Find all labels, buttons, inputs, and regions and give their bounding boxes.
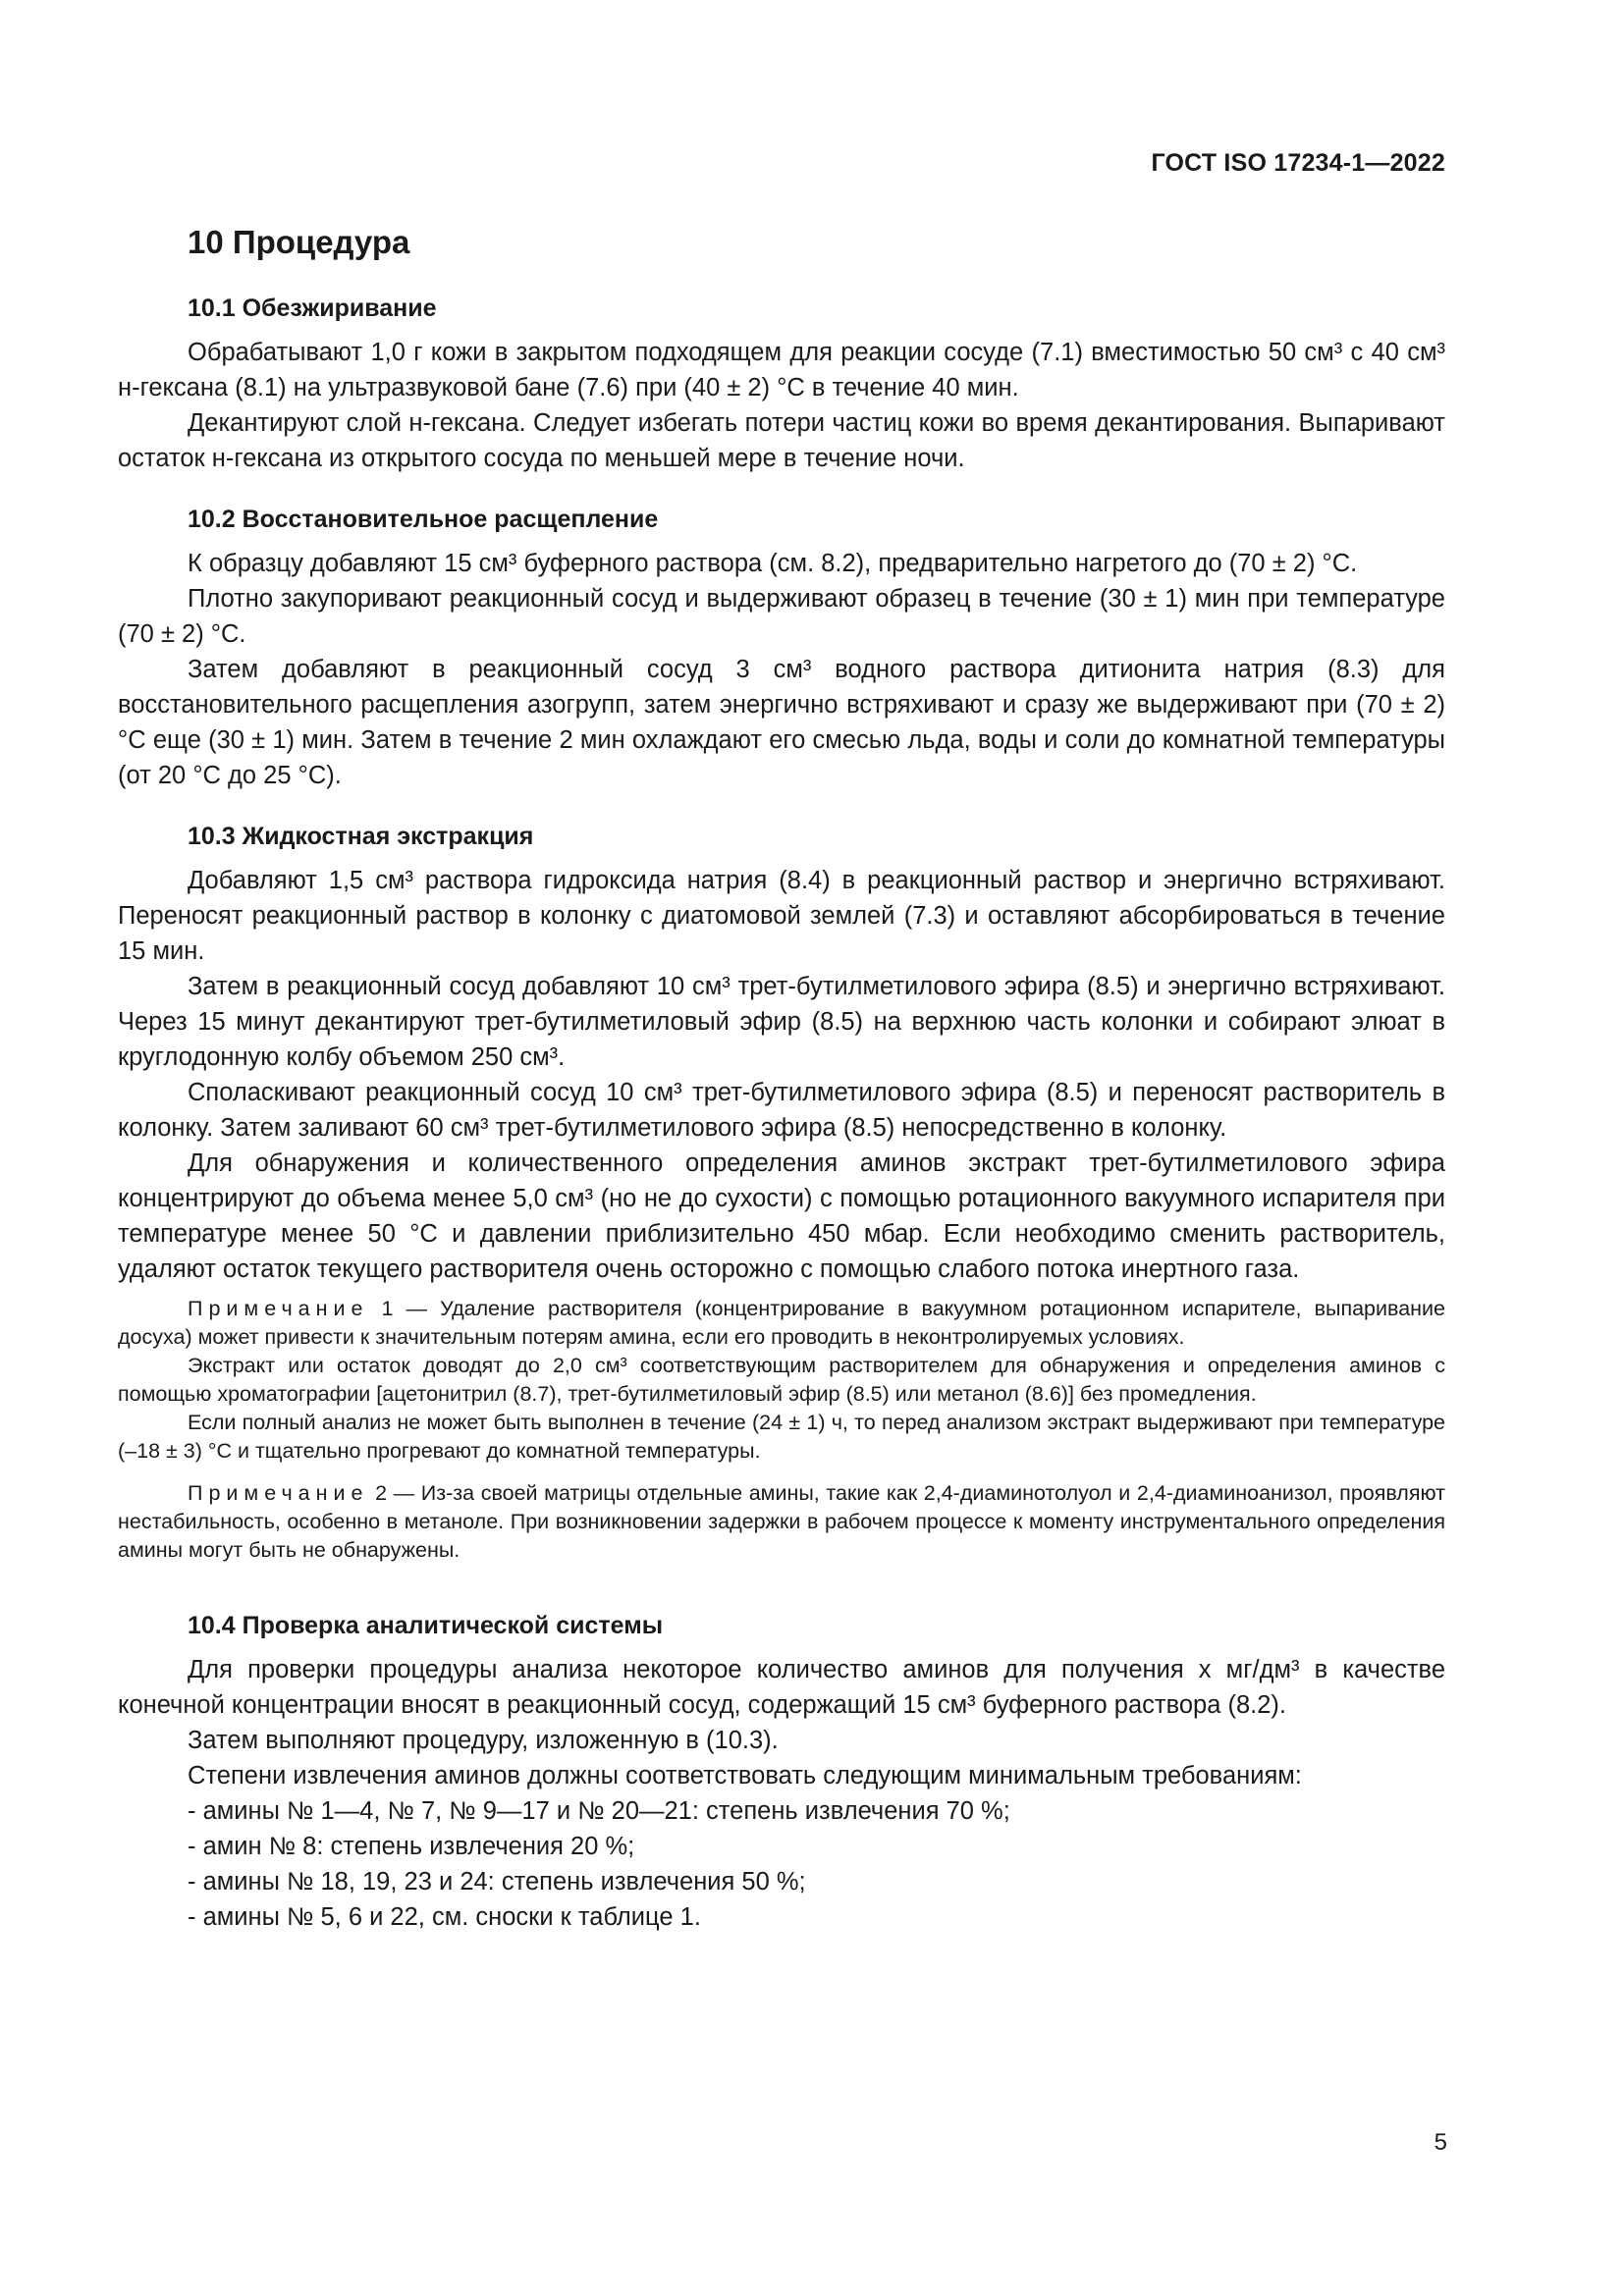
subsection-title-10-3: 10.3 Жидкостная экстракция: [188, 823, 534, 850]
paragraph: Затем выполняют процедуру, изложенную в (10.3).: [188, 1727, 779, 1754]
note-label: Примечание: [188, 1481, 369, 1505]
note-2: [118, 1479, 1445, 1565]
note-text: 2 — Из-за своей матрицы отдельные амины, такие как 2,4-диаминотолуол и 2,4-диаминоанизол, проявляют нестабильность, особенно в метаноле. При возникновении задержки в рабочем процессе к моменту инструментального определения амины могут быть не обнаружены.: [118, 1481, 1445, 1562]
paragraph: Добавляют 1,5 см³ раствора гидроксида натрия (8.4) в реакционный раствор и энергично встряхивают. Переносят реакционный раствор в колонку с диатомовой землей (7.3) и оставляют абсорбироваться в течение 15 мин.: [118, 867, 1445, 965]
note-1: [118, 1295, 1445, 1352]
list-item: - амины № 18, 19, 23 и 24: степень извлечения 50 %;: [188, 1868, 806, 1896]
subsection-title-10-4: 10.4 Проверка аналитической системы: [188, 1612, 664, 1639]
paragraph: Обрабатывают 1,0 г кожи в закрытом подходящем для реакции сосуде (7.1) вместимостью 50 см³ с 40 см³ н-гексана (8.1) на ультразвуковой бане (7.6) при (40 ± 2) °С в течение 40 мин.: [118, 339, 1445, 401]
paragraph: Степени извлечения аминов должны соответствовать следующим минимальным требованиям:: [188, 1762, 1302, 1789]
paragraph: Декантируют слой н-гексана. Следует избегать потери частиц кожи во время декантирования. Выпаривают остаток н-гексана из открытого сосуда по меньшей мере в течение ночи.: [118, 409, 1445, 472]
note-paragraph: Экстракт или остаток доводят до 2,0 см³ соответствующим растворителем для обнаружения и определения аминов с помощью хроматографии [ацетонитрил (8.7), трет-бутилметиловый эфир (8.5) или метанол (8.6)] без промедления.: [118, 1354, 1445, 1406]
paragraph: Затем добавляют в реакционный сосуд 3 см³ водного раствора дитионита натрия (8.3) для восстановительного расщепления азогрупп, затем энергично встряхивают и сразу же выдерживают при (70 ± 2) °С еще (30 ± 1) мин. Затем в течение 2 мин охлаждают его смесью льда, воды и соли до комнатной температуры (от 20 °С до 25 °С).: [118, 656, 1445, 789]
document-body: [118, 224, 1445, 1935]
list-item: - амины № 1—4, № 7, № 9—17 и № 20—21: степень извлечения 70 %;: [188, 1797, 1010, 1825]
subsection-title-10-1: 10.1 Обезжиривание: [188, 294, 437, 322]
paragraph: К образцу добавляют 15 см³ буферного раствора (см. 8.2), предварительно нагретого до (70 ± 2) °С.: [188, 550, 1358, 577]
document-code-header: ГОСТ ISO 17234-1—2022: [1151, 149, 1445, 177]
paragraph: Плотно закупоривают реакционный сосуд и выдерживают образец в течение (30 ± 1) мин при температуре (70 ± 2) °С.: [118, 585, 1445, 648]
note-paragraph: Если полный анализ не может быть выполнен в течение (24 ± 1) ч, то перед анализом экстракт выдерживают при температуре (–18 ± 3) °С и тщательно прогревают до комнатной температуры.: [118, 1411, 1445, 1463]
note-label: Примечание: [188, 1297, 369, 1320]
paragraph: Споласкивают реакционный сосуд 10 см³ трет-бутилметилового эфира (8.5) и переносят растворитель в колонку. Затем заливают 60 см³ трет-бутилметилового эфира (8.5) непосредственно в колонку.: [118, 1079, 1445, 1142]
list-item: - амины № 5, 6 и 22, см. сноски к таблице 1.: [188, 1903, 701, 1931]
paragraph: Для проверки процедуры анализа некоторое количество аминов для получения x мг/дм³ в качестве конечной концентрации вносят в реакционный сосуд, содержащий 15 см³ буферного раствора (8.2).: [118, 1656, 1445, 1719]
paragraph: Для обнаружения и количественного определения аминов экстракт трет-бутилметилового эфира концентрируют до объема менее 5,0 см³ (но не до сухости) с помощью ротационного вакуумного испарителя при температуре менее 50 °С и давлении приблизительно 450 мбар. Если необходимо сменить растворитель, удаляют остаток текущего растворителя очень осторожно с помощью слабого потока инертного газа.: [118, 1149, 1445, 1283]
list-item: - амин № 8: степень извлечения 20 %;: [188, 1833, 635, 1860]
section-title: 10 Процедура: [188, 224, 410, 260]
page-number: 5: [1434, 2129, 1447, 2156]
note-text: 1 — Удаление растворителя (концентрирование в вакуумном ротационном испарителе, выпаривание досуха) может привести к значительным потерям амина, если его проводить в неконтролируемых условиях.: [118, 1297, 1445, 1349]
paragraph: Затем в реакционный сосуд добавляют 10 см³ трет-бутилметилового эфира (8.5) и энергично встряхивают. Через 15 минут декантируют трет-бутилметиловый эфир (8.5) на верхнюю часть колонки и собирают элюат в круглодонную колбу объемом 250 см³.: [118, 973, 1445, 1071]
subsection-title-10-2: 10.2 Восстановительное расщепление: [188, 506, 659, 533]
